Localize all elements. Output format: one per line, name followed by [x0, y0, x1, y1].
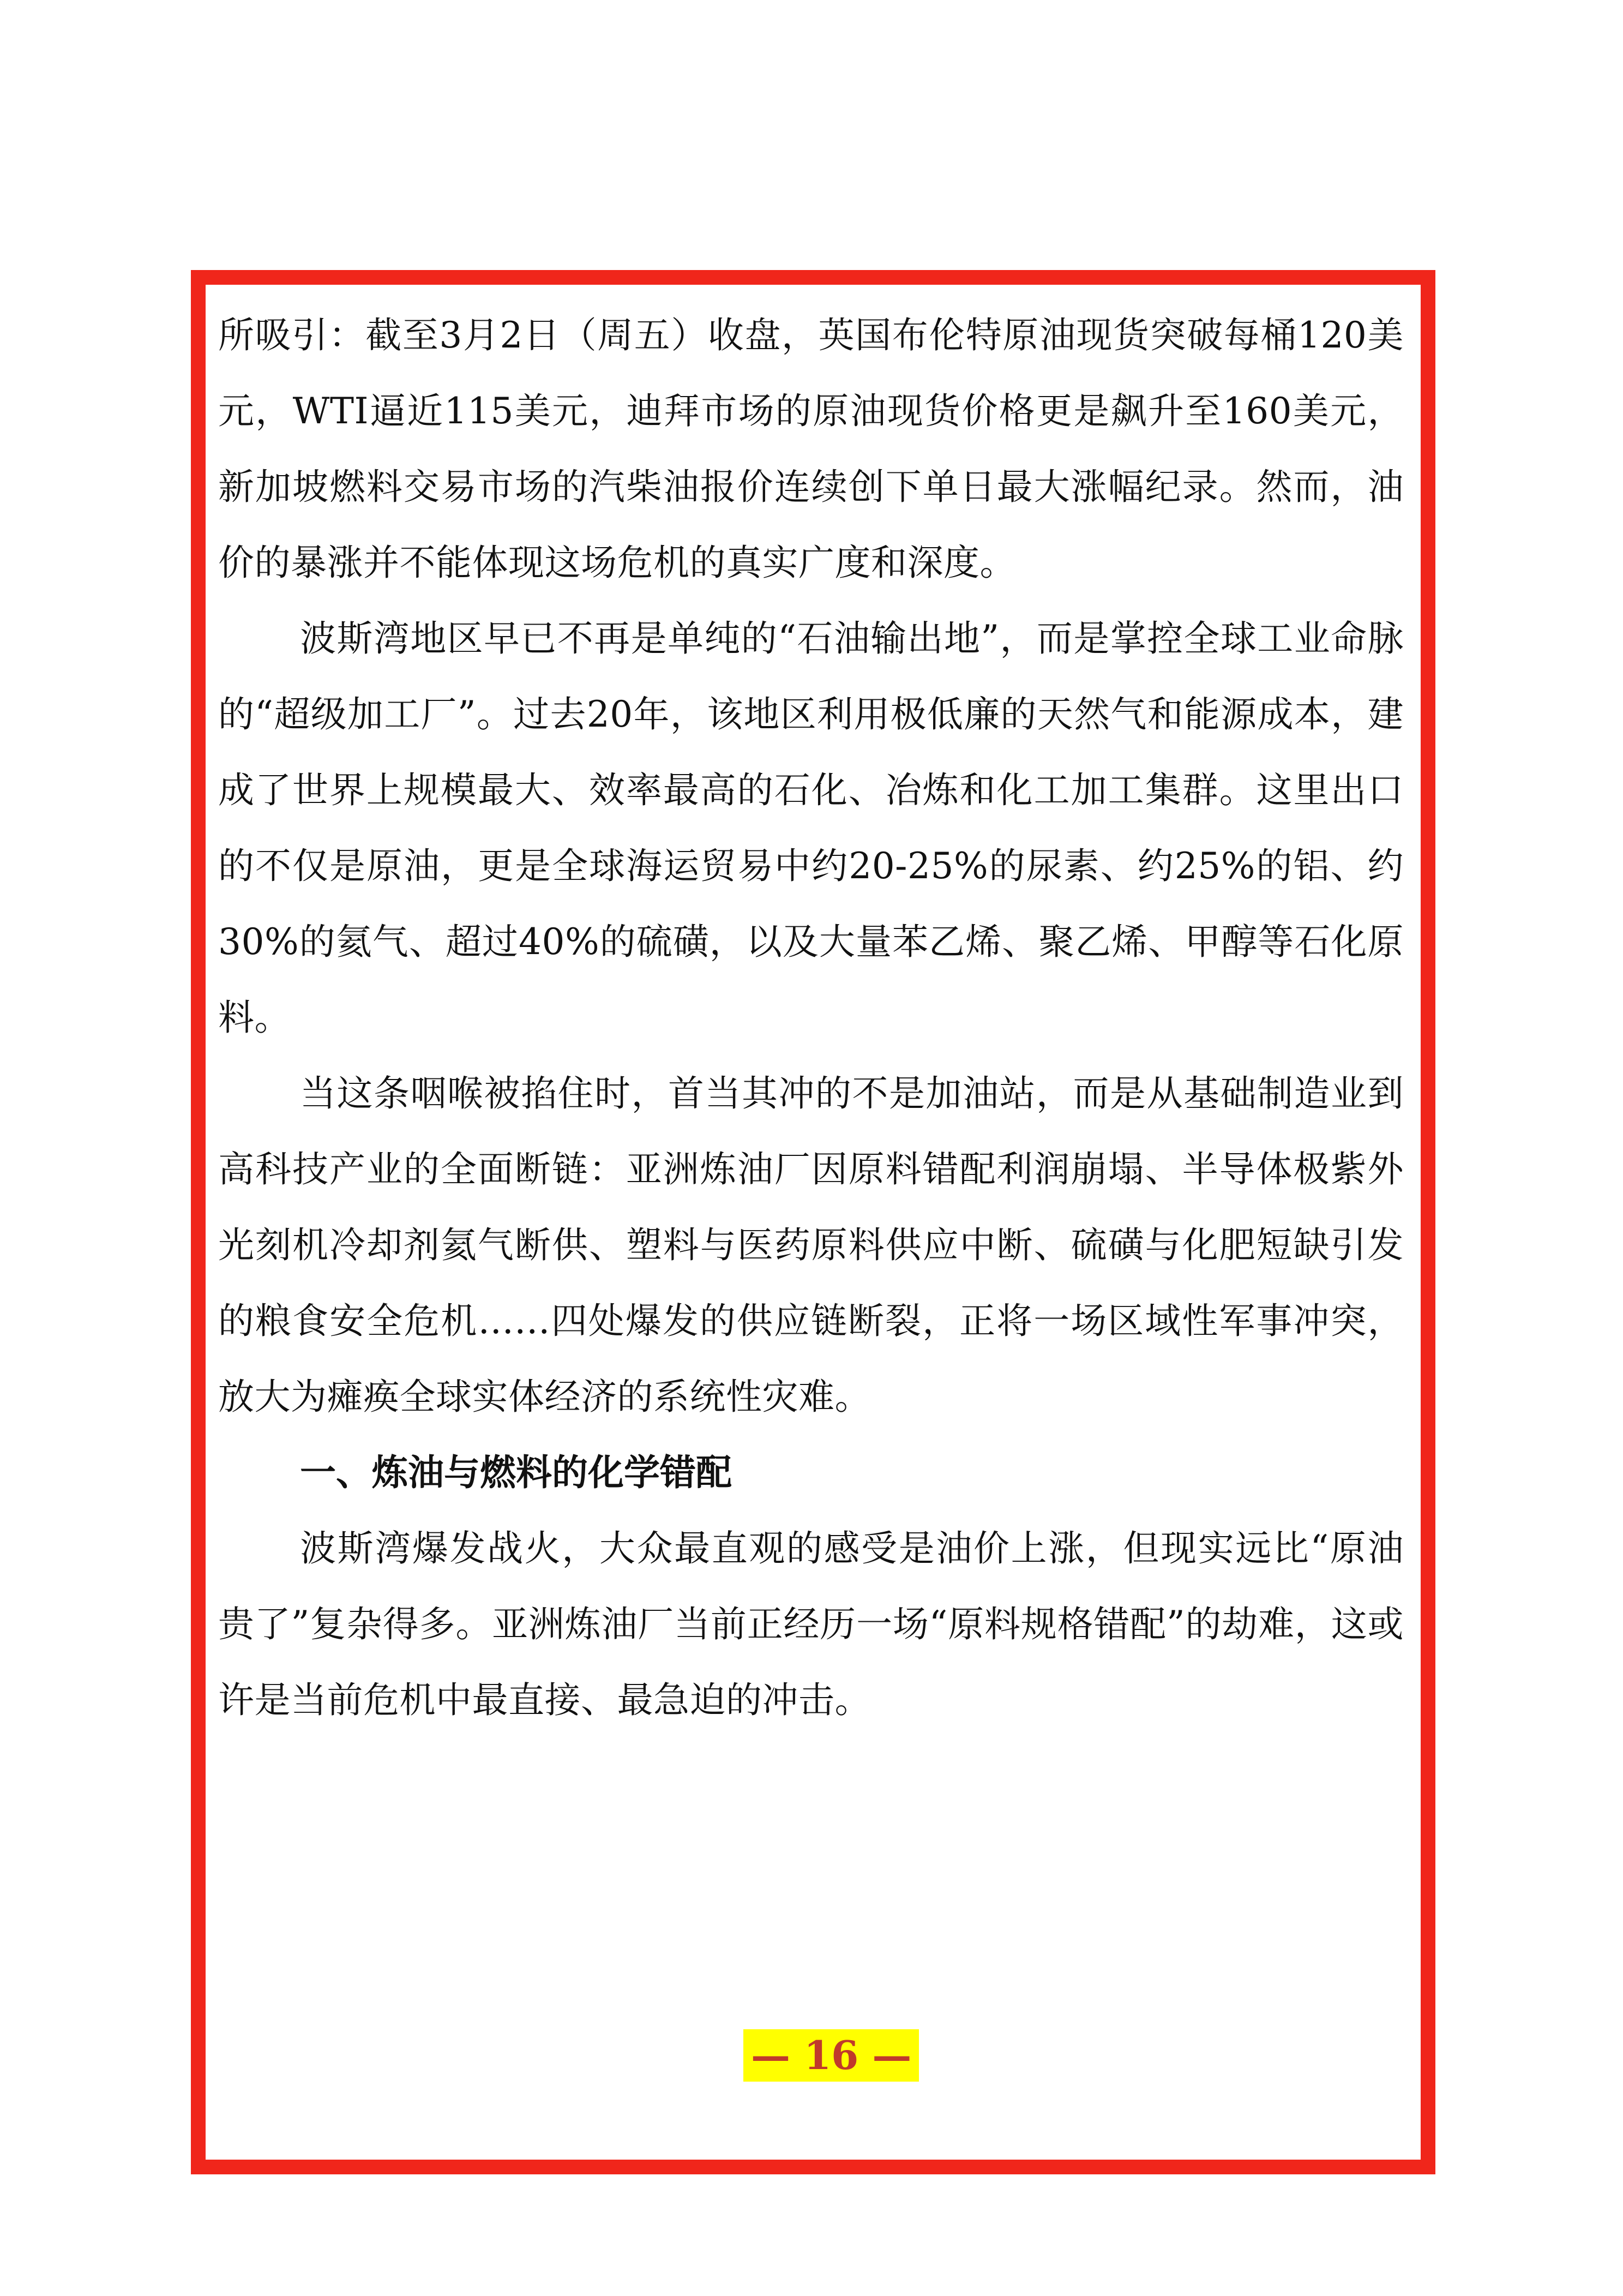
document-body — [218, 297, 1404, 1738]
paragraph-continuation: 所吸引：截至3月2日（周五）收盘，英国布伦特原油现货突破每桶120美元，WTI逼近115美元，迪拜市场的原油现货价格更是飙升至160美元，新加坡燃料交易市场的汽柴油报价连续创下单日最大涨幅纪录。然而，油价的暴涨并不能体现这场危机的真实广度和深度。 — [218, 314, 1404, 584]
section-heading: 一、炼油与燃料的化学错配 — [300, 1452, 732, 1494]
page-number: — 16 — — [743, 2029, 919, 2082]
paragraph-refinery: 波斯湾爆发战火，大众最直观的感受是油价上涨，但现实远比“原油贵了”复杂得多。亚洲炼油厂当前正经历一场“原料规格错配”的劫难，这或许是当前危机中最直接、最急迫的冲击。 — [218, 1527, 1404, 1721]
paragraph-supply-chain: 当这条咽喉被掐住时，首当其冲的不是加油站，而是从基础制造业到高科技产业的全面断链：亚洲炼油厂因原料错配利润崩塌、半导体极紫外光刻机冷却剂氦气断供、塑料与医药原料供应中断、硫磺与化肥短缺引发的粮食安全危机……四处爆发的供应链断裂，正将一场区域性军事冲突，放大为瘫痪全球实体经济的系统性灾难。 — [218, 1072, 1404, 1418]
paragraph-persian-gulf: 波斯湾地区早已不再是单纯的“石油输出地”，而是掌控全球工业命脉的“超级加工厂”。过去20年，该地区利用极低廉的天然气和能源成本，建成了世界上规模最大、效率最高的石化、冶炼和化工加工集群。这里出口的不仅是原油，更是全球海运贸易中约20-25%的尿素、约25%的铝、约30%的氦气、超过40%的硫磺，以及大量苯乙烯、聚乙烯、甲醇等石化原料。 — [218, 618, 1404, 1039]
